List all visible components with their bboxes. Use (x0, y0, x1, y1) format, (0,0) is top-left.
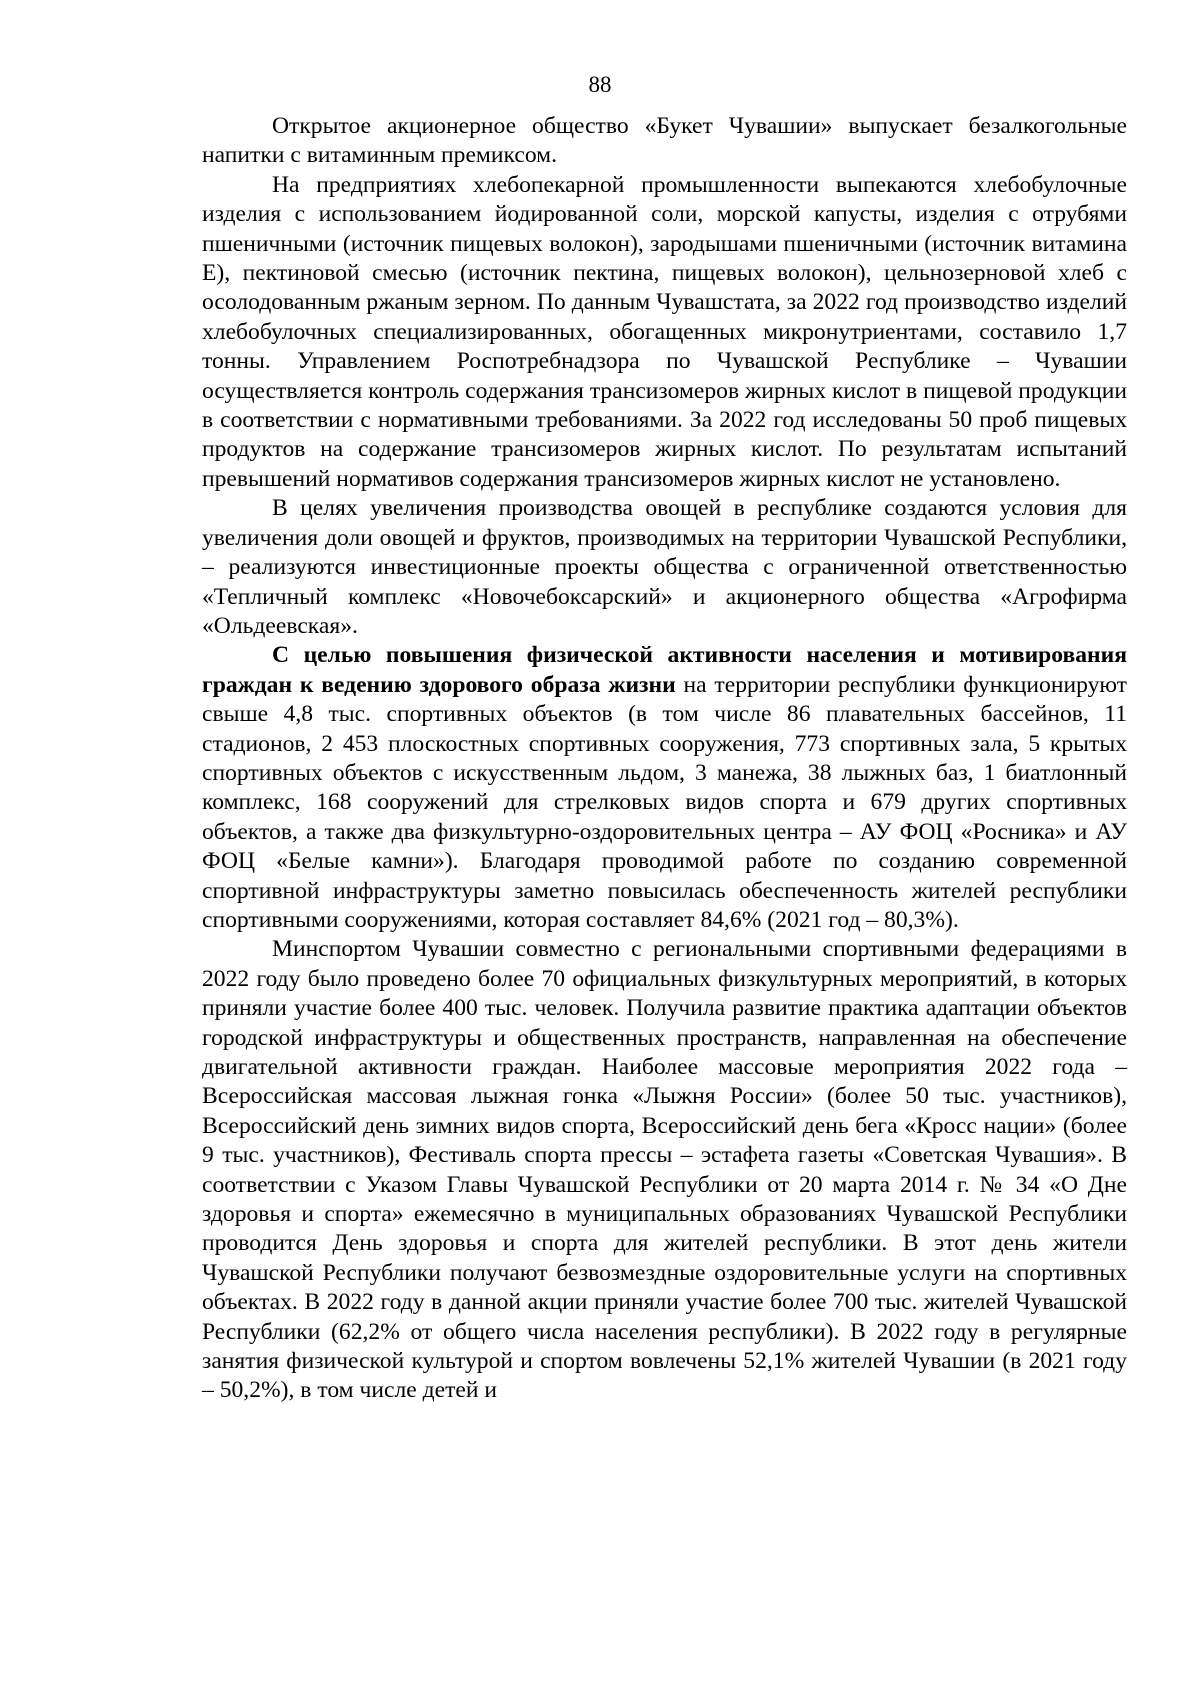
paragraph-text: Открытое акционерное общество «Букет Чувашии» выпускает безалкогольные напитки с витаминным премиксом. (202, 113, 1127, 169)
paragraph-sports-facilities (202, 641, 1127, 935)
paragraph-bakery-industry (202, 171, 1127, 494)
paragraph-text: на территории республики функционируют свыше 4,8 тыс. спортивных объектов (в том числе 86 плавательных бассейнов, 11 стадионов, 2 453 плоскостных спортивных сооружения, 773 спортивных зала, 5 крытых спортивных объектов с искусственным льдом, 3 манежа, 38 лыжных баз, 1 биатлонный комплекс, 168 сооружений для стрелковых видов спорта и 679 других спортивных объектов, а также два физкультурно-оздоровительных центра – АУ ФОЦ «Росника» и АУ ФОЦ «Белые камни»). Благодаря проводимой работе по созданию современной спортивной инфраструктуры заметно повысилась обеспеченность жителей республики спортивными сооружениями, которая составляет 84,6% (2021 год – 80,3%). (202, 671, 1127, 933)
paragraph-vegetable-production (202, 494, 1127, 641)
paragraph-buket-chuvashii (202, 112, 1127, 171)
paragraph-bold-lead: С целью повышения физической активности населения и мотивирования граждан к ведению здорового образа жизни (202, 642, 1127, 698)
body-text (202, 112, 1127, 1406)
paragraph-text: В целях увеличения производства овощей в республике создаются условия для увеличения доли овощей и фруктов, производимых на территории Чувашской Республики, – реализуются инвестиционные проекты общества с ограниченной ответственностью «Тепличный комплекс «Новочебоксарский» и акционерного общества «Агрофирма «Ольдеевская». (202, 495, 1127, 639)
paragraph-sports-events (202, 935, 1127, 1406)
paragraph-text: Минспортом Чувашии совместно с региональными спортивными федерациями в 2022 году было проведено более 70 официальных физкультурных мероприятий, в которых приняли участие более 400 тыс. человек. Получила развитие практика адаптации объектов городской инфраструктуры и общественных пространств, направленная на обеспечение двигательной активности граждан. Наиболее массовые мероприятия 2022 года – Всероссийская массовая лыжная гонка «Лыжня России» (более 50 тыс. участников), Всероссийский день зимних видов спорта, Всероссийский день бега «Кросс нации» (более 9 тыс. участников), Фестиваль спорта прессы – эстафета газеты «Советская Чувашия». В соответствии с Указом Главы Чувашской Республики от 20 марта 2014 г. № 34 «О Дне здоровья и спорта» ежемесячно в муниципальных образованиях Чувашской Республики проводится День здоровья и спорта для жителей республики. В этот день жители Чувашской Республики получают безвозмездные оздоровительные услуги на спортивных объектах. В 2022 году в данной акции приняли участие более 700 тыс. жителей Чувашской Республики (62,2% от общего числа населения республики). В 2022 году в регулярные занятия физической культурой и спортом вовлечены 52,1% жителей Чувашии (в 2021 году – 50,2%), в том числе детей и (202, 936, 1127, 1404)
paragraph-text: На предприятиях хлебопекарной промышленности выпекаются хлебобулочные изделия с использованием йодированной соли, морской капусты, изделия с отрубями пшеничными (источник пищевых волокон), зародышами пшеничными (источник витамина Е), пектиновой смесью (источник пектина, пищевых волокон), цельнозерновой хлеб с осолодованным ржаным зерном. По данным Чувашстата, за 2022 год производство изделий хлебобулочных специализированных, обогащенных микронутриентами, составило 1,7 тонны. Управлением Роспотребнадзора по Чувашской Республике – Чувашии осуществляется контроль содержания трансизомеров жирных кислот в пищевой продукции в соответствии с нормативными требованиями. За 2022 год исследованы 50 проб пищевых продуктов на содержание трансизомеров жирных кислот. По результатам испытаний превышений нормативов содержания трансизомеров жирных кислот не установлено. (202, 171, 1127, 492)
page-number: 88 (588, 72, 612, 97)
